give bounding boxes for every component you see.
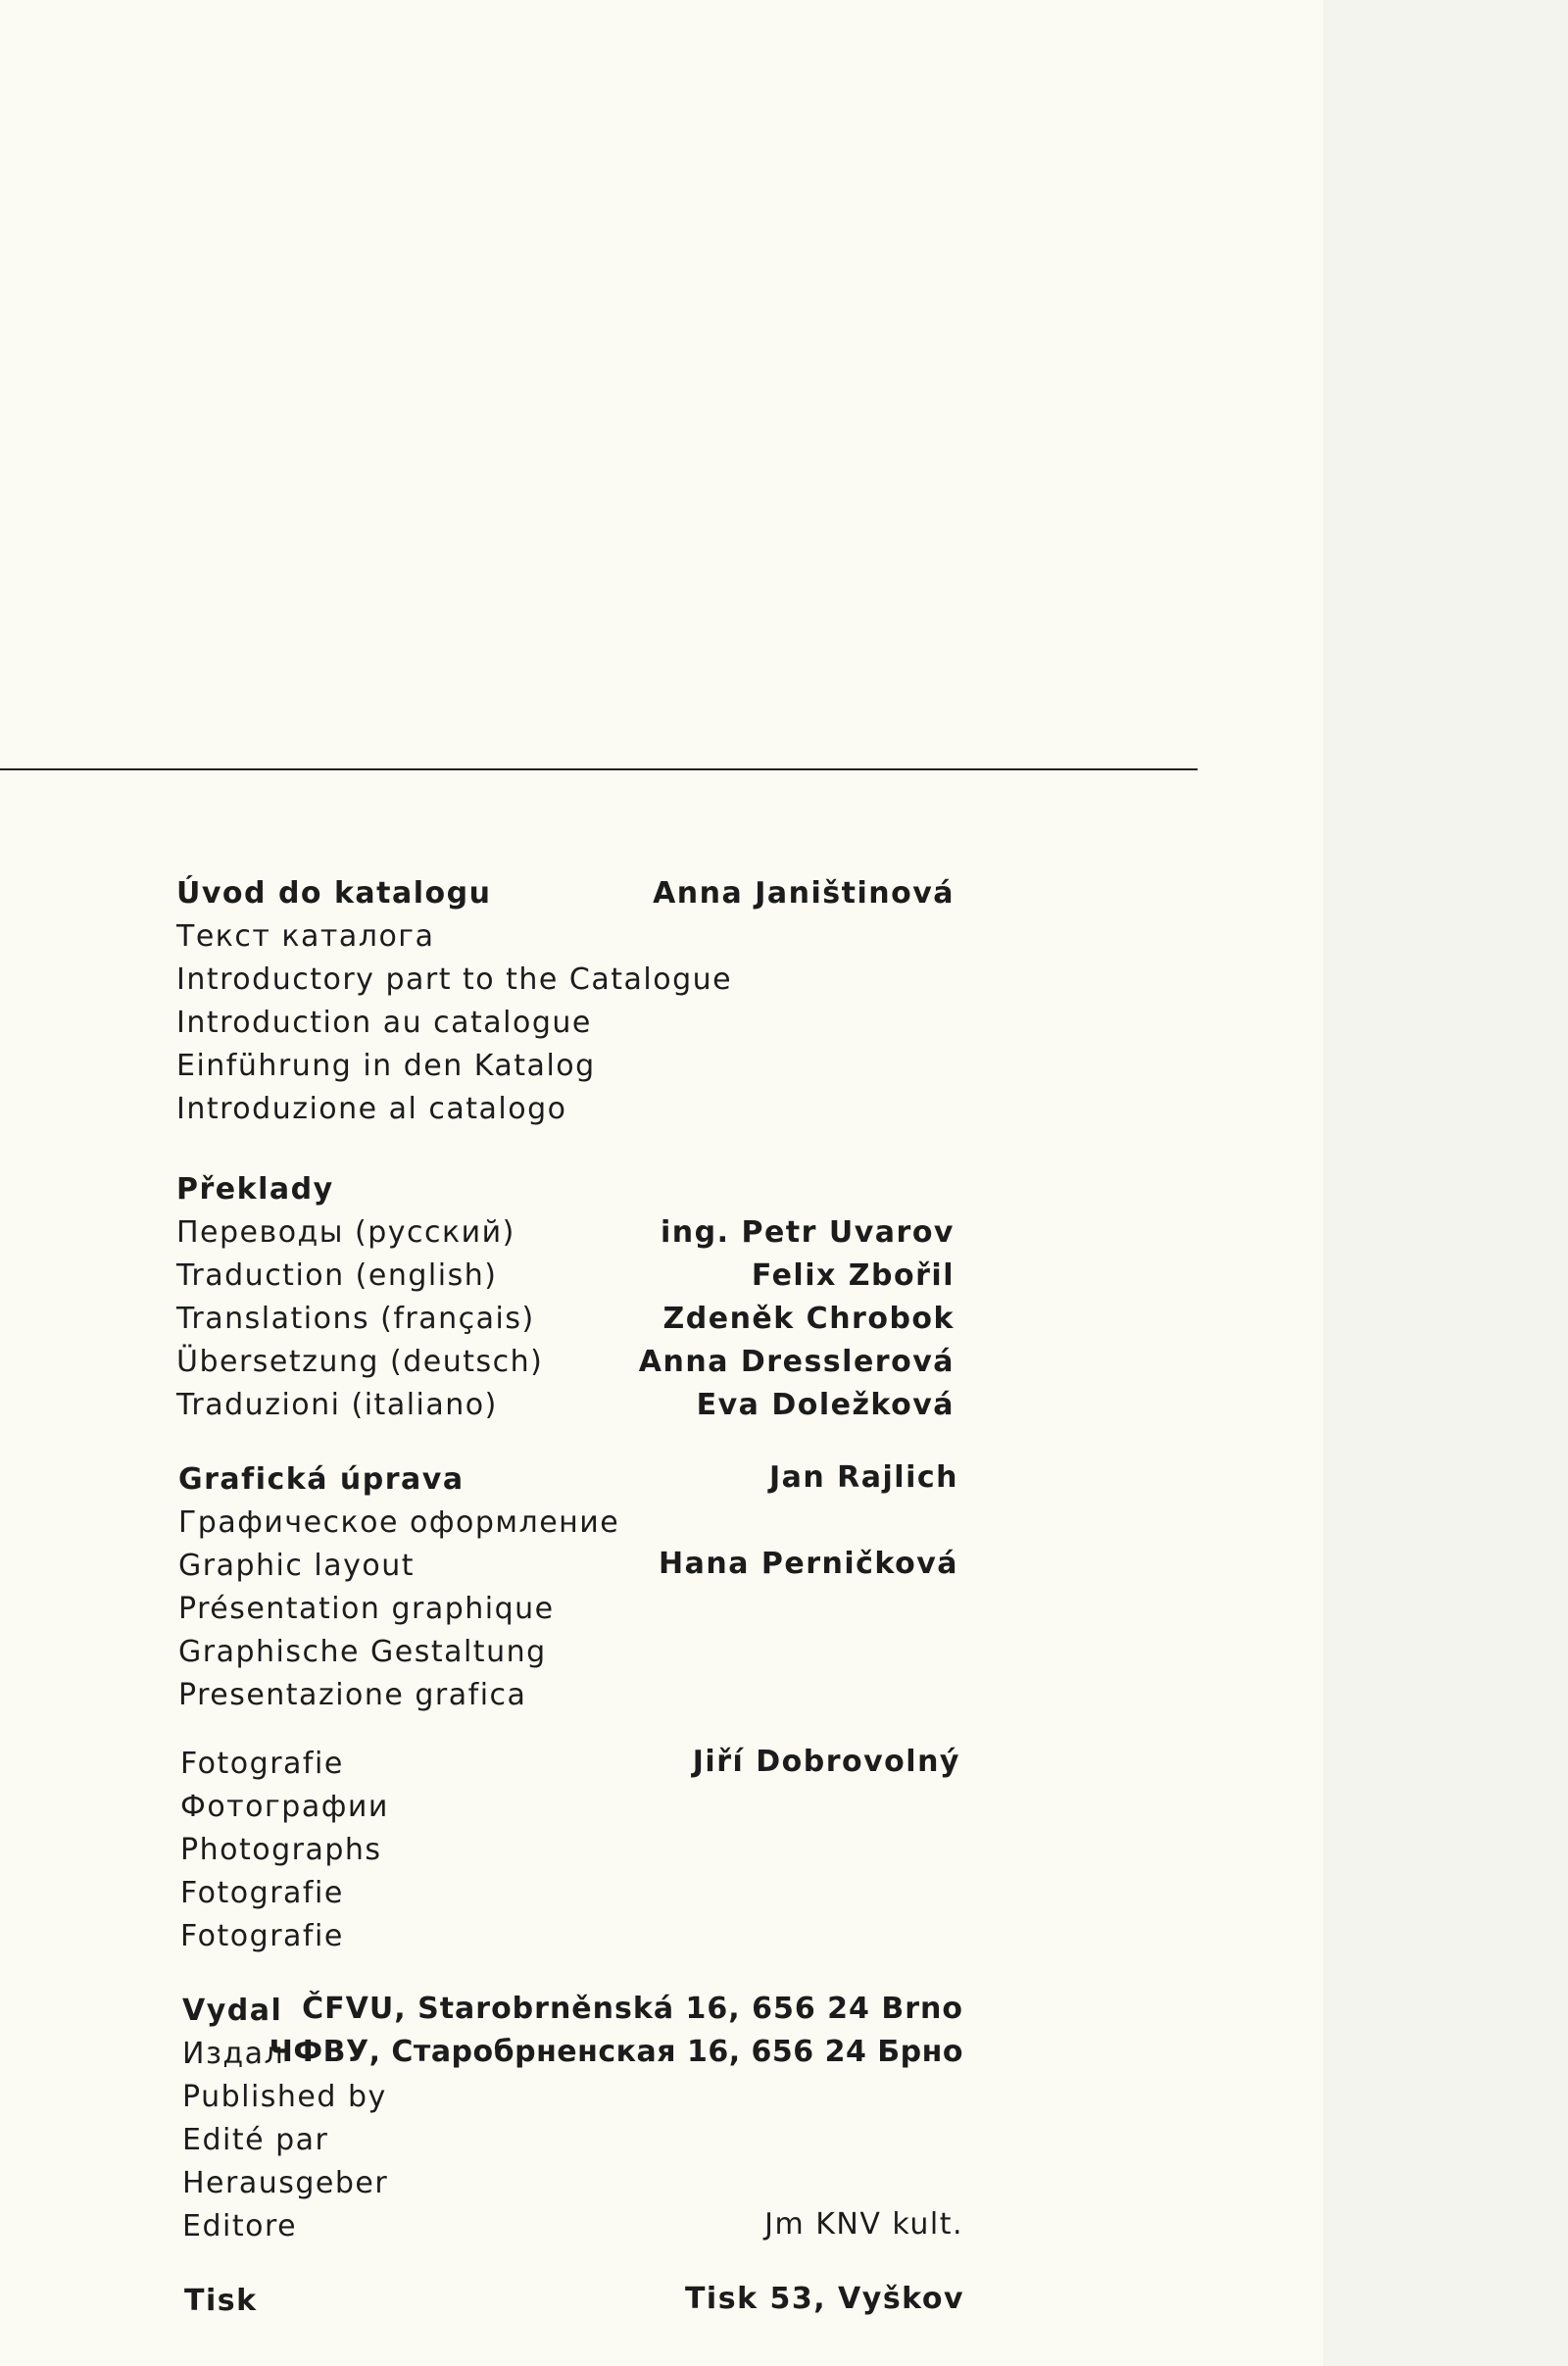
credit-name: Hana Perničková (658, 1547, 958, 1581)
section-line: Текст каталога (176, 919, 435, 954)
credit-name: Zdeněk Chrobok (662, 1302, 955, 1336)
section-line: Photographs (180, 1833, 382, 1867)
credit-name: Anna Dresslerová (638, 1345, 955, 1379)
section-heading-published-by: Vydal (182, 1994, 283, 2028)
credit-name: Eva Doležková (696, 1388, 955, 1422)
section-line: Introduction au catalogue (176, 1006, 592, 1040)
section-heading-introduction: Úvod do katalogu (176, 876, 492, 911)
section-line: Übersetzung (deutsch) (176, 1345, 544, 1379)
section-line: Graphische Gestaltung (178, 1635, 547, 1669)
section-line: Издал (182, 2037, 285, 2071)
section-line: Fotografie (180, 1876, 344, 1910)
section-heading-printing: Tisk (184, 2284, 258, 2318)
credit-name: ing. Petr Uvarov (661, 1215, 955, 1250)
section-heading-translations: Překlady (176, 1172, 334, 1207)
section-line: Introduzione al catalogo (176, 1092, 567, 1126)
section-line: Переводы (русский) (176, 1215, 515, 1250)
section-line: Fotografie (180, 1919, 344, 1953)
section-line: Traduzioni (italiano) (176, 1388, 498, 1422)
section-heading-photographs: Fotografie (180, 1747, 344, 1781)
section-line: Introductory part to the Catalogue (176, 962, 733, 997)
printer-name: Tisk 53, Vyškov (684, 2282, 964, 2316)
section-line: Graphic layout (178, 1549, 415, 1583)
credit-name: Anna Janištinová (653, 876, 955, 911)
section-line: Published by (182, 2080, 387, 2114)
section-line: Графическое оформление (178, 1505, 620, 1540)
section-line: Translations (français) (176, 1302, 535, 1336)
section-line: Editore (182, 2209, 298, 2243)
horizontal-rule (0, 768, 1198, 770)
section-line: Presentazione grafica (178, 1678, 527, 1712)
publisher-authority: Jm KNV kult. (764, 2207, 963, 2242)
publisher-address-russian: ЧФВУ, Старобрненская 16, 656 24 Брно (269, 2035, 963, 2069)
section-heading-graphic-layout: Grafická úprava (178, 1462, 465, 1497)
credit-name: Felix Zbořil (751, 1258, 955, 1293)
section-line: Présentation graphique (178, 1592, 555, 1626)
section-line: Traduction (english) (176, 1258, 498, 1293)
publisher-address-czech: ČFVU, Starobrněnská 16, 656 24 Brno (302, 1992, 963, 2026)
section-line: Herausgeber (182, 2166, 389, 2200)
credit-name: Jan Rajlich (768, 1460, 958, 1495)
credit-name: Jiří Dobrovolný (692, 1745, 960, 1779)
section-line: Фотографии (180, 1790, 389, 1824)
section-line: Einführung in den Katalog (176, 1049, 596, 1083)
section-line: Edité par (182, 2123, 329, 2157)
